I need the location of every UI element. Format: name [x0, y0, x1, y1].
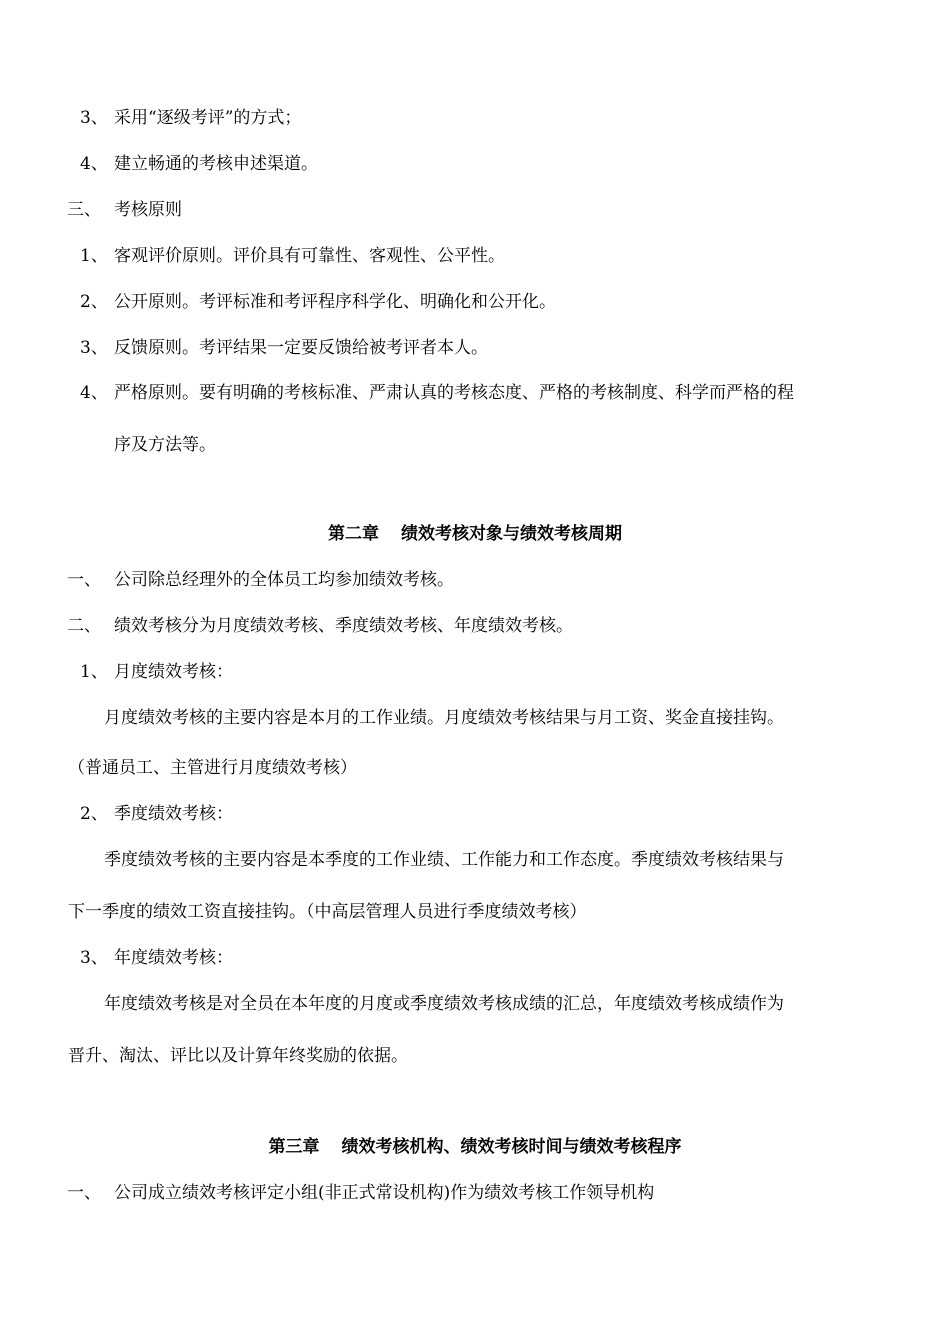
list-item-text: 反馈原则。考评结果一定要反馈给被考评者本人。: [114, 338, 488, 358]
list-number: 3、: [80, 108, 108, 128]
chapter-title: 绩效考核对象与绩效考核周期: [401, 524, 622, 544]
section-title: 考核原则: [114, 200, 182, 220]
section-text: 绩效考核分为月度绩效考核、季度绩效考核、年度绩效考核。: [114, 616, 573, 636]
subsection-title: 季度绩效考核：: [114, 804, 233, 824]
chapter-label: 第三章: [268, 1137, 320, 1157]
section-number: 一、: [67, 570, 101, 590]
paragraph-line: 年度绩效考核是对全员在本年度的月度或季度绩效考核成绩的汇总，年度绩效考核成绩作为: [104, 994, 784, 1014]
list-number: 2、: [80, 804, 108, 824]
paragraph-line: 晋升、淘汰、评比以及计算年终奖励的依据。: [68, 1046, 408, 1066]
list-number: 4、: [80, 154, 108, 174]
list-item-text: 客观评价原则。评价具有可靠性、客观性、公平性。: [114, 246, 505, 266]
list-number: 3、: [80, 338, 108, 358]
list-number: 2、: [80, 292, 108, 312]
list-item-text: 公开原则。考评标准和考评程序科学化、明确化和公开化。: [114, 292, 556, 312]
section-number: 三、: [67, 200, 101, 220]
section-text: 公司成立绩效考核评定小组(非正式常设机构)作为绩效考核工作领导机构: [114, 1183, 655, 1203]
paragraph-line: 季度绩效考核的主要内容是本季度的工作业绩、工作能力和工作态度。季度绩效考核结果与: [104, 850, 784, 870]
list-item-text: 建立畅通的考核申述渠道。: [114, 154, 318, 174]
subsection-title: 月度绩效考核：: [114, 662, 233, 682]
list-item-continuation: 序及方法等。: [114, 435, 216, 455]
paragraph-line: 月度绩效考核的主要内容是本月的工作业绩。月度绩效考核结果与月工资、奖金直接挂钩。: [104, 708, 784, 728]
paragraph-line: 下一季度的绩效工资直接挂钩。（中高层管理人员进行季度绩效考核）: [68, 902, 587, 922]
subsection-title: 年度绩效考核：: [114, 948, 233, 968]
chapter-label: 第二章: [328, 524, 379, 544]
list-number: 1、: [80, 662, 108, 682]
list-number: 3、: [80, 948, 108, 968]
chapter-heading: [0, 522, 950, 546]
chapter-heading: [0, 1135, 950, 1159]
section-number: 一、: [67, 1183, 101, 1203]
list-item-text: 采用“逐级考评”的方式；: [114, 108, 302, 128]
chapter-title: 绩效考核机构、绩效考核时间与绩效考核程序: [341, 1137, 682, 1157]
paragraph-line: （普通员工、主管进行月度绩效考核）: [68, 758, 357, 778]
section-text: 公司除总经理外的全体员工均参加绩效考核。: [114, 570, 454, 590]
list-item-text: 严格原则。要有明确的考核标准、严肃认真的考核态度、严格的考核制度、科学而严格的程: [114, 383, 794, 403]
list-number: 1、: [80, 246, 108, 266]
section-number: 二、: [67, 616, 101, 636]
list-number: 4、: [80, 383, 108, 403]
